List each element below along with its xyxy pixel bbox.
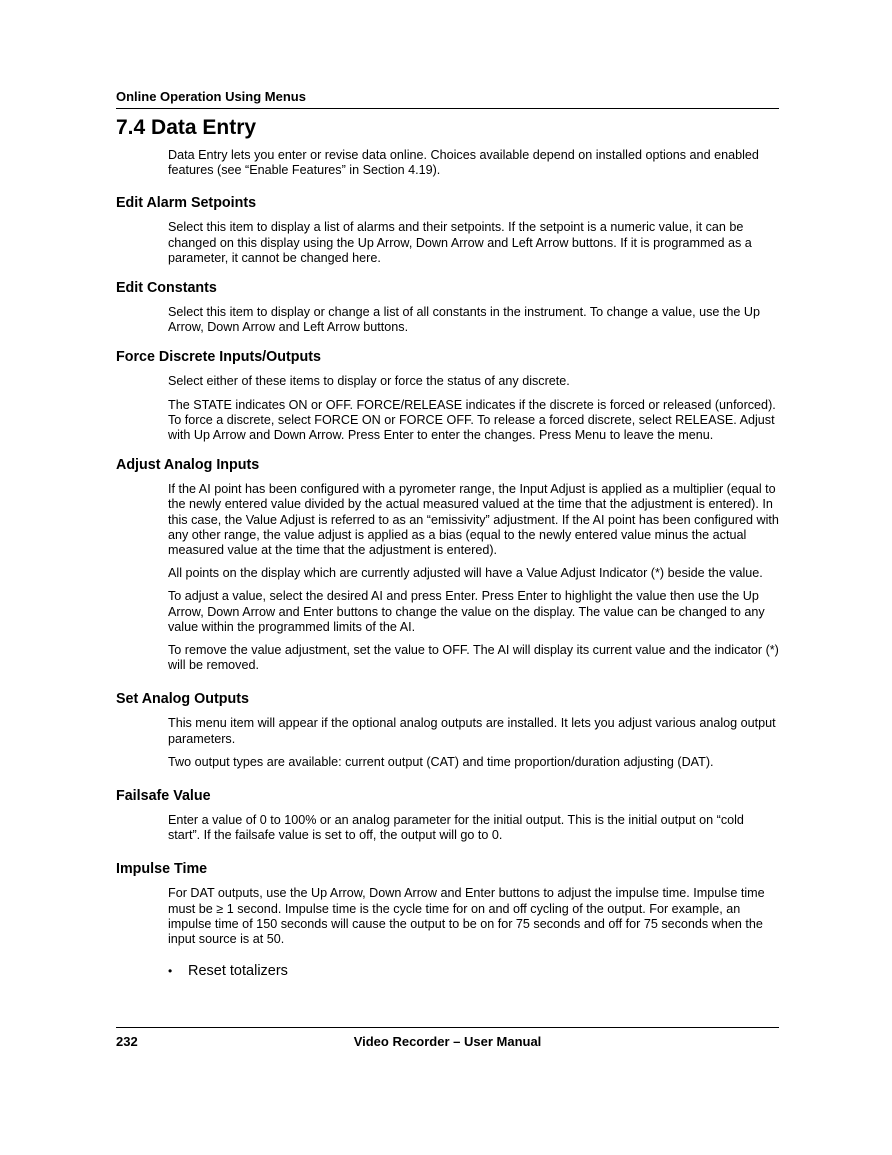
heading-force-discrete: Force Discrete Inputs/Outputs bbox=[116, 349, 321, 366]
bullet-item bbox=[168, 963, 779, 980]
heading-impulse-time: Impulse Time bbox=[116, 861, 208, 878]
page-footer bbox=[116, 1027, 779, 1050]
paragraph: Enter a value of 0 to 100% or an analog parameter for the initial output. This is the initial output on “cold start”. If the failsafe value is set to off, the output will go to 0. bbox=[168, 813, 744, 843]
bullet-icon: • bbox=[168, 964, 173, 979]
section-title: 7.4 Data Entry bbox=[116, 116, 257, 139]
section-intro: Data Entry lets you enter or revise data online. Choices available depend on installed options and enabled features (see “Enable Features” in Section 4.19). bbox=[168, 148, 759, 178]
paragraph: For DAT outputs, use the Up Arrow, Down Arrow and Enter buttons to adjust the impulse time. Impulse time must be ≥ 1 second. Impulse time is the cycle time for on and off cycling of the output. For example, an impulse time of 150 seconds will cause the output to be on for 75 seconds and off for 75 seconds when the input source is at 50. bbox=[168, 886, 765, 947]
paragraph: Select this item to display a list of alarms and their setpoints. If the setpoint is a numeric value, it can be changed on this display using the Up Arrow, Down Arrow and Left Arrow buttons. If it is programmed as a parameter, it cannot be changed here. bbox=[168, 220, 752, 265]
page-number: 232 bbox=[116, 1034, 138, 1049]
page-content bbox=[116, 148, 779, 980]
heading-failsafe-value: Failsafe Value bbox=[116, 788, 211, 805]
paragraph: All points on the display which are currently adjusted will have a Value Adjust Indicator (*) beside the value. bbox=[168, 566, 763, 581]
paragraph: Select either of these items to display or force the status of any discrete. bbox=[168, 374, 570, 389]
heading-edit-constants: Edit Constants bbox=[116, 280, 217, 297]
paragraph: The STATE indicates ON or OFF. FORCE/RELEASE indicates if the discrete is forced or released (unforced). To force a discrete, select FORCE ON or FORCE OFF. To release a forced discrete, select RELEASE. Adjust with Up Arrow and Down Arrow. Press Enter to enter the changes. Press Menu to leave the menu. bbox=[168, 397, 776, 443]
paragraph: This menu item will appear if the optional analog outputs are installed. It lets you adjust various analog output parameters. bbox=[168, 716, 776, 746]
bullet-text: Reset totalizers bbox=[188, 963, 288, 980]
paragraph: To adjust a value, select the desired AI and press Enter. Press Enter to highlight the value then use the Up Arrow, Down Arrow and Enter buttons to change the value on the display. The value can be changed to any value within the programmed limits of the AI. bbox=[168, 589, 765, 634]
paragraph: Select this item to display or change a list of all constants in the instrument. To change a value, use the Up Arrow, Down Arrow and Left Arrow buttons. bbox=[168, 305, 761, 335]
paragraph: To remove the value adjustment, set the value to OFF. The AI will display its current value and the indicator (*) will be removed. bbox=[168, 643, 779, 673]
page-header: Online Operation Using Menus bbox=[116, 89, 779, 109]
paragraph: If the AI point has been configured with a pyrometer range, the Input Adjust is applied as a multiplier (equal to the newly entered value divided by the actual measured valued at the time that the adjustment is entered). In this case, the Value Adjust is referred to as an “emissivity” adjustment. If the AI point has been configured with any other range, the value adjust is applied as a bias (equal to the newly entered value minus the actual measured value at the time that the adjustment is entered). bbox=[168, 482, 779, 558]
heading-set-analog-outputs: Set Analog Outputs bbox=[116, 691, 249, 708]
heading-edit-alarm-setpoints: Edit Alarm Setpoints bbox=[116, 195, 257, 212]
heading-adjust-analog-inputs: Adjust Analog Inputs bbox=[116, 457, 260, 474]
footer-title: Video Recorder – User Manual bbox=[353, 1034, 542, 1049]
paragraph: Two output types are available: current output (CAT) and time proportion/duration adjusting (DAT). bbox=[168, 754, 714, 769]
